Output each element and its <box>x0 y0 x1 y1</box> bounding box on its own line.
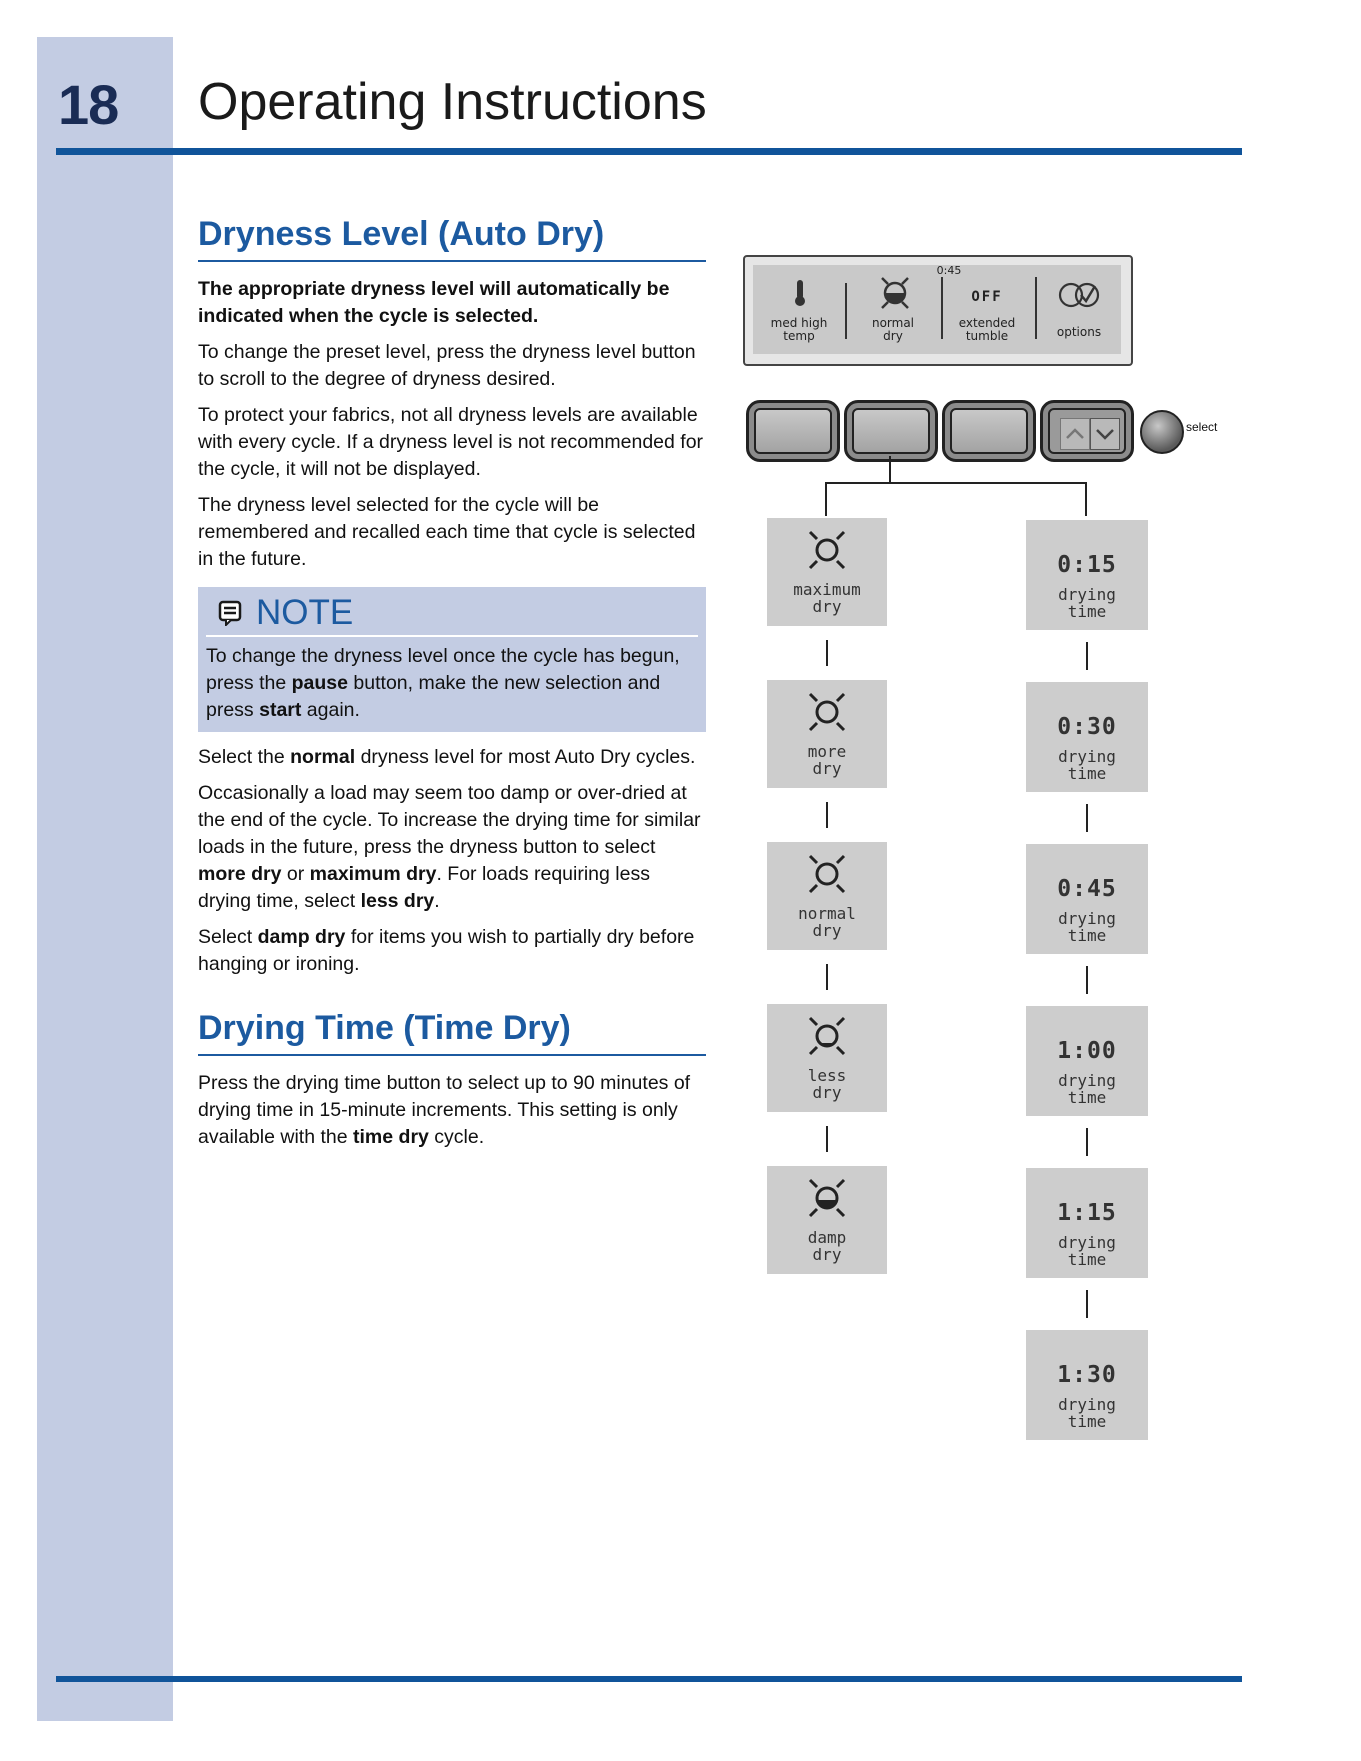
dryness-label-line1: normal <box>798 904 856 923</box>
drying-time-label-line1: drying <box>1058 1071 1116 1090</box>
dryness-label-line2: dry <box>812 597 842 616</box>
drying-time-label-line2: time <box>1067 926 1107 945</box>
note-header <box>206 593 698 637</box>
connector-line <box>1086 642 1088 670</box>
connector-line <box>825 482 827 516</box>
dryness-icon <box>806 852 848 896</box>
dryness-level-tile <box>767 1004 887 1112</box>
drying-time-tile <box>1026 1168 1148 1278</box>
display-panel <box>743 255 1133 366</box>
note-icon <box>218 600 242 626</box>
note-text: To change the dryness level once the cycle has begun, press the pause button, make the new selection and press start again. <box>206 645 680 721</box>
select-knob[interactable] <box>1140 410 1184 454</box>
dryness-label-line1: more <box>807 742 847 761</box>
connector-line <box>1086 804 1088 832</box>
dryness-paragraph: Occasionally a load may seem too damp or over-dried at the end of the cycle. To increase the drying time for similar loads in the future, press the dryness button to select more dry or maximum dry. For loads requiring less drying time, select less dry. <box>198 782 701 912</box>
drying-time-label-line1: drying <box>1058 909 1116 928</box>
drying-time-label-line2: time <box>1067 1088 1107 1107</box>
connector-line <box>1086 966 1088 994</box>
dryness-lead: The appropriate dryness level will automatically be indicated when the cycle is selected. <box>198 278 670 327</box>
dryness-label-line2: dry <box>812 759 842 778</box>
dryness-heading: Dryness Level (Auto Dry) <box>198 215 706 262</box>
dryness-paragraph: To change the preset level, press the dryness level button to scroll to the degree of dryness desired. <box>198 341 696 390</box>
header-rule <box>56 148 1242 155</box>
drying-time-value: 0:15 <box>1057 552 1117 578</box>
drying-time-label-line2: time <box>1067 764 1107 783</box>
page-number: 18 <box>58 73 119 136</box>
dryness-paragraph: Select damp dry for items you wish to partially dry before hanging or ironing. <box>198 926 695 975</box>
dryness-paragraph: To protect your fabrics, not all dryness levels are available with every cycle. If a dryness level is not recommended for the cycle, it will not be displayed. <box>198 404 704 480</box>
drying-time-label-line1: drying <box>1058 1395 1116 1414</box>
options-scroll-button[interactable] <box>1040 400 1134 462</box>
drying-time-tile <box>1026 844 1148 954</box>
drying-time-button[interactable] <box>942 400 1036 462</box>
drying-time-label-line2: time <box>1067 1250 1107 1269</box>
dryness-level-tile <box>767 1166 887 1274</box>
dryness-paragraph: Select the normal dryness level for most Auto Dry cycles. <box>198 746 696 768</box>
connector-line <box>1086 1290 1088 1318</box>
drying-time-value: 1:00 <box>1057 1038 1117 1064</box>
drying-time-value: 1:30 <box>1057 1362 1117 1388</box>
drying-time-label-line1: drying <box>1058 585 1116 604</box>
note-title: NOTE <box>256 593 354 632</box>
connector-line <box>825 482 1087 484</box>
dryness-button[interactable] <box>844 400 938 462</box>
dryness-icon <box>806 1014 848 1058</box>
footer-rule <box>56 1676 1242 1682</box>
drying-time-value: 1:15 <box>1057 1200 1117 1226</box>
drying-time-tile <box>1026 682 1148 792</box>
scroll-up-button[interactable] <box>1060 418 1090 450</box>
dryness-label-line1: damp <box>807 1228 847 1247</box>
page-title: Operating Instructions <box>198 73 707 131</box>
drying-time-value: 0:45 <box>1057 876 1117 902</box>
drying-time-label-line2: time <box>1067 602 1107 621</box>
dryness-level-tile <box>767 842 887 950</box>
connector-line <box>1085 482 1087 516</box>
dry-label: normal dry <box>871 316 915 343</box>
drying-time-label-line1: drying <box>1058 747 1116 766</box>
connector-line <box>1086 1128 1088 1156</box>
options-icon <box>1057 281 1103 309</box>
temp-label: med high temp <box>770 316 828 343</box>
dryness-label-line2: dry <box>812 1245 842 1264</box>
display-screen <box>753 265 1121 354</box>
drying-time-value: 0:30 <box>1057 714 1117 740</box>
drying-time-label-line1: drying <box>1058 1233 1116 1252</box>
drying-time-label-line2: time <box>1067 1412 1107 1431</box>
dryness-label-line2: dry <box>812 921 842 940</box>
dryness-label-line1: less <box>807 1066 847 1085</box>
dryness-icon <box>806 1176 848 1220</box>
dryness-icon <box>879 275 911 311</box>
drying-time-tile <box>1026 1330 1148 1440</box>
temperature-button[interactable] <box>746 400 840 462</box>
dryness-label-line2: dry <box>812 1083 842 1102</box>
dryness-paragraph: The dryness level selected for the cycle will be remembered and recalled each time that cycle is selected in the future. <box>198 494 696 570</box>
drying-time-tile <box>1026 520 1148 630</box>
drying-time-heading: Drying Time (Time Dry) <box>198 1009 706 1056</box>
drying-time-tile <box>1026 1006 1148 1116</box>
drying-time-paragraph: Press the drying time button to select up to 90 minutes of drying time in 15-minute increments. This setting is only available with the time dry cycle. <box>198 1072 691 1148</box>
dryness-label-line1: maximum <box>793 580 861 599</box>
dryness-section <box>198 215 706 1160</box>
options-label: options <box>1056 325 1102 339</box>
chevron-up-icon <box>1061 419 1089 449</box>
chevron-down-icon <box>1091 419 1119 449</box>
dryness-icon <box>806 528 848 572</box>
connector-line <box>826 640 828 666</box>
scroll-down-button[interactable] <box>1090 418 1120 450</box>
note-box <box>198 587 706 732</box>
connector-line <box>826 1126 828 1152</box>
control-diagram <box>740 250 1240 1450</box>
dryness-icon <box>806 690 848 734</box>
display-time: 0:45 <box>936 264 962 277</box>
connector-line <box>826 802 828 828</box>
tumble-label: extended tumble <box>958 316 1016 343</box>
select-label: select <box>1186 420 1218 434</box>
dryness-level-tile <box>767 680 887 788</box>
sidebar-band <box>37 37 173 1721</box>
dryness-level-tile <box>767 518 887 626</box>
connector-line <box>889 456 891 484</box>
thermometer-icon <box>793 279 807 307</box>
display-off: OFF <box>971 289 1003 305</box>
connector-line <box>826 964 828 990</box>
